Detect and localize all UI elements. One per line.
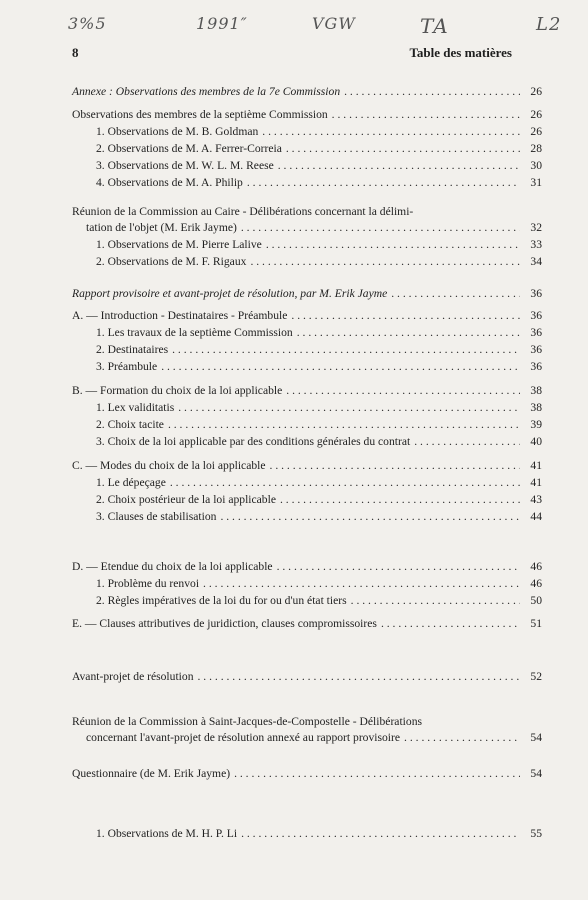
toc-entry bbox=[72, 383, 542, 399]
entry-page: 26 bbox=[530, 125, 542, 138]
toc-entry bbox=[96, 434, 542, 450]
entry-title: 3. Clauses de stabilisation bbox=[96, 510, 217, 523]
leader-dots bbox=[234, 766, 520, 782]
entry-page: 46 bbox=[530, 560, 542, 573]
entry-title-line2: concernant l'avant-projet de résolution annexé au rapport provisoire bbox=[86, 731, 401, 744]
entry-page: 54 bbox=[530, 767, 542, 780]
leader-dots bbox=[297, 325, 520, 341]
toc-entry bbox=[72, 669, 542, 685]
toc-entry bbox=[72, 714, 542, 746]
toc-entry bbox=[96, 237, 542, 253]
entry-title: C. — Modes du choix de la loi applicable bbox=[72, 459, 266, 472]
leader-dots bbox=[414, 434, 520, 450]
entry-page: 34 bbox=[530, 255, 542, 268]
entry-title-line1: Réunion de la Commission au Caire - Délibérations concernant la délimi- bbox=[72, 205, 414, 218]
leader-dots bbox=[344, 84, 520, 100]
annotation-1: 3%5 bbox=[68, 14, 107, 33]
entry-page: 44 bbox=[530, 510, 542, 523]
leader-dots bbox=[391, 286, 520, 302]
entry-title: Avant-projet de résolution bbox=[72, 670, 194, 683]
leader-dots bbox=[280, 492, 520, 508]
entry-page: 36 bbox=[530, 343, 542, 356]
leader-dots bbox=[291, 308, 520, 324]
entry-page: 36 bbox=[530, 326, 542, 339]
entry-title: 4. Observations de M. A. Philip bbox=[96, 176, 243, 189]
entry-title: Observations des membres de la septième Commission bbox=[72, 108, 328, 121]
toc-entry bbox=[96, 175, 542, 191]
entry-page: 33 bbox=[530, 238, 542, 251]
toc-entry bbox=[96, 509, 542, 525]
entry-title: 1. Problème du renvoi bbox=[96, 577, 200, 590]
toc-entry bbox=[96, 826, 542, 842]
toc-entry bbox=[72, 458, 542, 474]
toc-entry bbox=[96, 492, 542, 508]
entry-title: Rapport provisoire et avant-projet de résolution, par M. Erik Jayme bbox=[72, 287, 388, 300]
leader-dots bbox=[286, 141, 520, 157]
entry-title: 3. Observations de M. W. L. M. Reese bbox=[96, 159, 274, 172]
toc-entry bbox=[96, 593, 542, 609]
entry-page: 46 bbox=[530, 577, 542, 590]
leader-dots bbox=[278, 158, 520, 174]
toc-entry bbox=[96, 359, 542, 375]
entry-page: 40 bbox=[530, 435, 542, 448]
leader-dots bbox=[381, 616, 520, 632]
leader-dots bbox=[178, 400, 520, 416]
toc-entry bbox=[72, 766, 542, 782]
running-title: Table des matières bbox=[409, 45, 512, 60]
leader-dots bbox=[250, 254, 520, 270]
toc-entry bbox=[96, 124, 542, 140]
toc-entry bbox=[72, 204, 542, 236]
entry-page: 26 bbox=[530, 108, 542, 121]
entry-page: 36 bbox=[530, 360, 542, 373]
toc-entry bbox=[96, 576, 542, 592]
leader-dots bbox=[277, 559, 520, 575]
leader-dots bbox=[220, 509, 520, 525]
entry-title-line1: Réunion de la Commission à Saint-Jacques-de-Compostelle - Délibérations bbox=[72, 715, 422, 728]
entry-title: 1. Les travaux de la septième Commission bbox=[96, 326, 293, 339]
entry-page: 30 bbox=[530, 159, 542, 172]
entry-page: 36 bbox=[530, 309, 542, 322]
entry-title: B. — Formation du choix de la loi applicable bbox=[72, 384, 283, 397]
toc-entry bbox=[96, 141, 542, 157]
leader-dots bbox=[168, 417, 520, 433]
annotation-5: L2 bbox=[536, 14, 562, 35]
entry-page: 51 bbox=[530, 617, 542, 630]
entry-title: 3. Préambule bbox=[96, 360, 158, 373]
entry-title: 2. Observations de M. F. Rigaux bbox=[96, 255, 247, 268]
entry-page: 54 bbox=[530, 731, 542, 744]
leader-dots bbox=[170, 475, 520, 491]
leader-dots bbox=[198, 669, 521, 685]
entry-title: A. — Introduction - Destinataires - Préambule bbox=[72, 309, 288, 322]
leader-dots bbox=[266, 237, 520, 253]
leader-dots bbox=[241, 220, 520, 236]
page-number: 8 bbox=[72, 45, 79, 60]
leader-dots bbox=[404, 730, 520, 746]
entry-page: 41 bbox=[530, 476, 542, 489]
entry-page: 52 bbox=[530, 670, 542, 683]
leader-dots bbox=[332, 107, 520, 123]
leader-dots bbox=[270, 458, 520, 474]
toc-entry bbox=[72, 286, 542, 302]
toc-entry bbox=[72, 616, 542, 632]
entry-title: 2. Destinataires bbox=[96, 343, 169, 356]
annotation-4: TA bbox=[420, 14, 449, 38]
entry-page: 36 bbox=[530, 287, 542, 300]
leader-dots bbox=[172, 342, 520, 358]
entry-page: 43 bbox=[530, 493, 542, 506]
entry-page: 32 bbox=[530, 221, 542, 234]
toc-entry bbox=[96, 342, 542, 358]
entry-title: 1. Lex validitatis bbox=[96, 401, 175, 414]
annotation-2: 1991″ bbox=[196, 14, 248, 33]
entry-page: 38 bbox=[530, 384, 542, 397]
leader-dots bbox=[351, 593, 520, 609]
entry-page: 50 bbox=[530, 594, 542, 607]
toc-entry bbox=[72, 559, 542, 575]
entry-title: 1. Le dépeçage bbox=[96, 476, 166, 489]
entry-title: Questionnaire (de M. Erik Jayme) bbox=[72, 767, 231, 780]
toc-entry bbox=[72, 84, 542, 100]
entry-title: 2. Choix postérieur de la loi applicable bbox=[96, 493, 276, 506]
entry-page: 26 bbox=[530, 85, 542, 98]
entry-page: 41 bbox=[530, 459, 542, 472]
toc-entry bbox=[96, 400, 542, 416]
annotation-3: VGW bbox=[312, 14, 356, 33]
toc-entry bbox=[96, 325, 542, 341]
handwritten-annotations bbox=[0, 6, 588, 42]
entry-title-line2: tation de l'objet (M. Erik Jayme) bbox=[86, 221, 237, 234]
leader-dots bbox=[262, 124, 520, 140]
entry-page: 39 bbox=[530, 418, 542, 431]
entry-title: Annexe : Observations des membres de la 7e Commission bbox=[72, 85, 341, 98]
entry-title: E. — Clauses attributives de juridiction, clauses compromissoires bbox=[72, 617, 377, 630]
entry-page: 28 bbox=[530, 142, 542, 155]
toc-entry bbox=[96, 254, 542, 270]
entry-title: 2. Observations de M. A. Ferrer-Correia bbox=[96, 142, 282, 155]
leader-dots bbox=[247, 175, 520, 191]
toc-entry bbox=[96, 158, 542, 174]
entry-page: 38 bbox=[530, 401, 542, 414]
page-header bbox=[72, 45, 512, 65]
entry-page: 31 bbox=[530, 176, 542, 189]
entry-title: D. — Etendue du choix de la loi applicable bbox=[72, 560, 273, 573]
leader-dots bbox=[161, 359, 520, 375]
leader-dots bbox=[286, 383, 520, 399]
toc-entry bbox=[96, 417, 542, 433]
entry-title: 1. Observations de M. Pierre Lalive bbox=[96, 238, 262, 251]
toc-entry bbox=[96, 475, 542, 491]
entry-title: 2. Choix tacite bbox=[96, 418, 164, 431]
entry-title: 1. Observations de M. B. Goldman bbox=[96, 125, 259, 138]
leader-dots bbox=[203, 576, 520, 592]
entry-title: 3. Choix de la loi applicable par des conditions générales du contrat bbox=[96, 435, 411, 448]
entry-title: 2. Règles impératives de la loi du for ou d'un état tiers bbox=[96, 594, 347, 607]
toc-entry bbox=[72, 308, 542, 324]
leader-dots bbox=[241, 826, 520, 842]
toc-entry bbox=[72, 107, 542, 123]
entry-page: 55 bbox=[530, 827, 542, 840]
entry-title: 1. Observations de M. H. P. Li bbox=[96, 827, 238, 840]
